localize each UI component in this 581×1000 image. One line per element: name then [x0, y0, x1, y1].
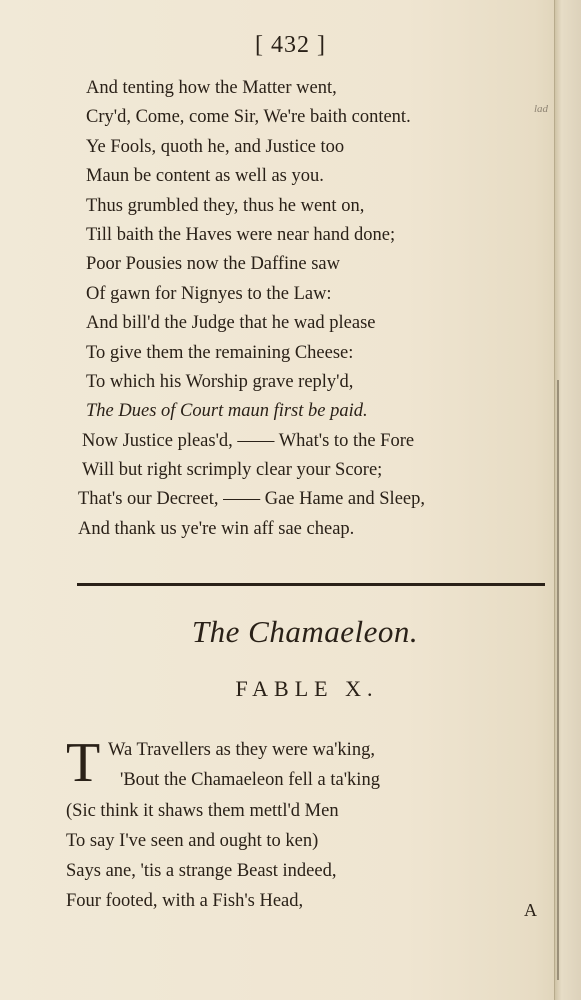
drop-cap: T	[66, 732, 101, 794]
fable-line: To say I've seen and ought to ken)	[66, 830, 319, 851]
fable-line: (Sic think it shaws them mettl'd Men	[66, 800, 339, 821]
verse-line: And tenting how the Matter went,	[86, 78, 337, 98]
margin-note: lad	[534, 103, 549, 115]
fable-line: Wa Travellers as they were wa'king,	[108, 740, 375, 760]
verse-line-italic: The Dues of Court maun first be paid.	[86, 401, 368, 422]
verse-line: Will but right scrimply clear your Score;	[82, 460, 383, 481]
verse-line: To which his Worship grave reply'd,	[86, 371, 354, 392]
catchword: A	[524, 900, 537, 920]
verse-block	[78, 74, 518, 544]
verse-line: Maun be content as well as you.	[86, 166, 324, 187]
fable-verse-block	[66, 732, 526, 917]
verse-line: That's our Decreet, —— Gae Hame and Sleep,	[78, 489, 425, 510]
verse-line: And bill'd the Judge that he wad please	[86, 313, 376, 334]
fable-title: The Chamaeleon.	[191, 614, 419, 649]
verse-line	[78, 397, 518, 426]
verse-line: Cry'd, Come, come Sir, We're baith content.	[86, 107, 411, 128]
verse-line: To give them the remaining Cheese:	[86, 342, 354, 363]
verse-line: Poor Pousies now the Daffine saw	[86, 254, 341, 275]
fable-line: Four footed, with a Fish's Head,	[66, 891, 304, 912]
verse-line: And thank us ye're win aff sae cheap.	[78, 518, 355, 539]
verse-line: Thus grumbled they, thus he went on,	[86, 195, 365, 216]
verse-line: Now Justice pleas'd, —— What's to the Fore	[82, 430, 415, 451]
section-rule	[77, 583, 545, 586]
verse-line: Ye Fools, quoth he, and Justice too	[86, 136, 345, 157]
fable-line: Says ane, 'tis a strange Beast indeed,	[66, 861, 337, 882]
fable-line: 'Bout the Chamaeleon fell a ta'king	[120, 770, 380, 791]
verse-line: Till baith the Haves were near hand done;	[86, 224, 396, 245]
fable-number: FABLE X.	[235, 676, 379, 701]
page-number: [ 432 ]	[255, 32, 326, 58]
verse-line: Of gawn for Nignyes to the Law:	[86, 283, 332, 304]
